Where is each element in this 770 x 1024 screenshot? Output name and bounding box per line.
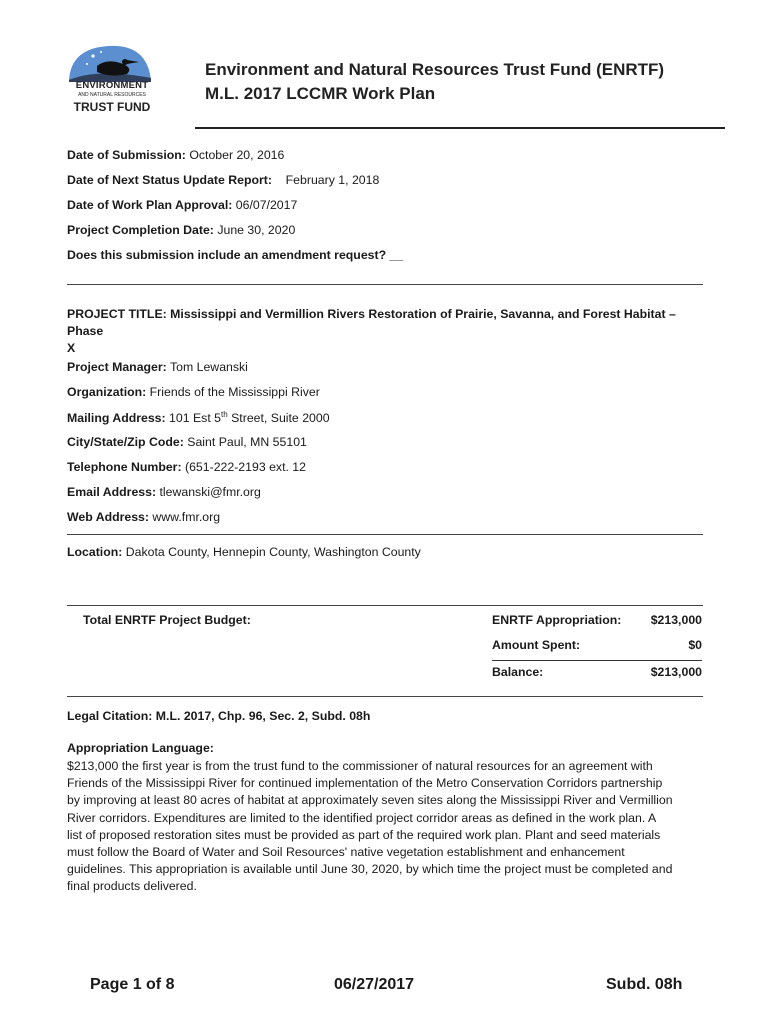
project-title-line-1: PROJECT TITLE: Mississippi and Vermillion Rivers Restoration of Prairie, Savanna, and Forest Habitat – Phase xyxy=(67,307,676,339)
appropriation-language-text xyxy=(67,758,703,896)
language-line: list of proposed restoration sites must be provided as part of the required work plan. Plant and seed materials xyxy=(67,827,661,842)
amendment-row xyxy=(67,248,403,262)
appropriation-value: $213,000 xyxy=(650,613,702,627)
phone-label: Telephone Number: xyxy=(67,460,182,474)
email-row xyxy=(67,485,261,499)
web-label: Web Address: xyxy=(67,510,149,524)
total-budget-label: Total ENRTF Project Budget: xyxy=(83,613,251,627)
manager-row xyxy=(67,360,248,374)
balance-value: $213,000 xyxy=(650,665,702,679)
logo-text-and-natural-resources: AND NATURAL RESOURCES xyxy=(78,92,146,98)
footer-subdivision: Subd. 08h xyxy=(606,976,683,993)
divider-1 xyxy=(67,284,703,285)
email-label: Email Address: xyxy=(67,485,157,499)
spent-value: $0 xyxy=(688,638,702,652)
footer-date: 06/27/2017 xyxy=(334,976,415,993)
language-line: final products delivered. xyxy=(67,879,197,894)
project-title xyxy=(67,306,703,358)
completion-date-value: June 30, 2020 xyxy=(217,223,296,237)
address-value: 101 Est 5th Street, Suite 2000 xyxy=(169,410,330,426)
location-value: Dakota County, Hennepin County, Washington County xyxy=(125,545,421,559)
organization-value: Friends of the Mississippi River xyxy=(149,385,320,399)
approval-date-label: Date of Work Plan Approval: xyxy=(67,198,233,212)
city-value: Saint Paul, MN 55101 xyxy=(187,435,307,449)
appropriation-label: ENRTF Appropriation: xyxy=(492,613,622,627)
title-line-1: Environment and Natural Resources Trust Fund (ENRTF) xyxy=(205,60,665,79)
project-title-line-2: X xyxy=(67,341,76,356)
balance-rule xyxy=(492,660,702,661)
next-status-value: February 1, 2018 xyxy=(285,173,380,187)
language-line: River corridors. Expenditures are limited to the identified project corridor areas as defined in the work plan. A xyxy=(67,810,657,825)
next-status-label: Date of Next Status Update Report: xyxy=(67,173,272,187)
phone-row xyxy=(67,460,306,474)
amendment-question: Does this submission include an amendment request? __ xyxy=(67,248,404,262)
phone-value: (651-222-2193 ext. 12 xyxy=(184,460,306,474)
address-label: Mailing Address: xyxy=(67,411,166,426)
logo-text-trust-fund: TRUST FUND xyxy=(73,100,151,114)
balance-row xyxy=(492,665,702,679)
divider-4 xyxy=(67,696,703,697)
web-row xyxy=(67,510,220,524)
organization-row xyxy=(67,385,320,399)
divider-2 xyxy=(67,534,703,535)
title-rule xyxy=(195,127,725,129)
language-line: $213,000 the first year is from the trust fund to the commissioner of natural resources for an agreement with xyxy=(67,759,653,773)
completion-date-label: Project Completion Date: xyxy=(67,223,214,237)
appropriation-row xyxy=(492,613,702,627)
organization-label: Organization: xyxy=(67,385,147,399)
language-line: Friends of the Mississippi River for continued implementation of the Metro Conservation Corridors partnership xyxy=(67,776,663,791)
spent-label: Amount Spent: xyxy=(492,638,581,652)
approval-date-value: 06/07/2017 xyxy=(235,198,298,212)
submission-date-row xyxy=(67,148,284,162)
manager-label: Project Manager: xyxy=(67,360,167,374)
address-row xyxy=(67,410,330,425)
city-row xyxy=(67,435,307,449)
document-title xyxy=(205,58,664,106)
appropriation-language-label: Appropriation Language: xyxy=(67,741,214,755)
submission-date-value: October 20, 2016 xyxy=(189,148,285,162)
email-value: tlewanski@fmr.org xyxy=(159,485,261,499)
enrtf-logo xyxy=(67,44,185,118)
web-value: www.fmr.org xyxy=(152,510,221,524)
balance-label: Balance: xyxy=(492,665,544,679)
city-label: City/State/Zip Code: xyxy=(67,435,184,449)
language-line: must follow the Board of Water and Soil Resources' native vegetation establishment and enhancement xyxy=(67,845,625,860)
location-row xyxy=(67,545,421,559)
next-status-row xyxy=(67,173,379,187)
spent-row xyxy=(492,638,702,652)
manager-value: Tom Lewanski xyxy=(169,360,248,374)
language-line: by improving at least 80 acres of habitat at approximately seven sites along the Mississippi River and Vermillion xyxy=(67,793,673,808)
logo-text-environment: ENVIRONMENT xyxy=(75,80,149,91)
divider-3 xyxy=(67,605,703,606)
title-line-2: M.L. 2017 LCCMR Work Plan xyxy=(205,84,436,103)
footer-page-number: Page 1 of 8 xyxy=(90,976,175,993)
approval-date-row xyxy=(67,198,297,212)
language-line: guidelines. This appropriation is available until June 30, 2020, by which time the project must be completed and xyxy=(67,862,673,877)
legal-citation: Legal Citation: M.L. 2017, Chp. 96, Sec. 2, Subd. 08h xyxy=(67,709,371,723)
completion-date-row xyxy=(67,223,295,237)
location-label: Location: xyxy=(67,545,123,559)
submission-date-label: Date of Submission: xyxy=(67,148,186,162)
